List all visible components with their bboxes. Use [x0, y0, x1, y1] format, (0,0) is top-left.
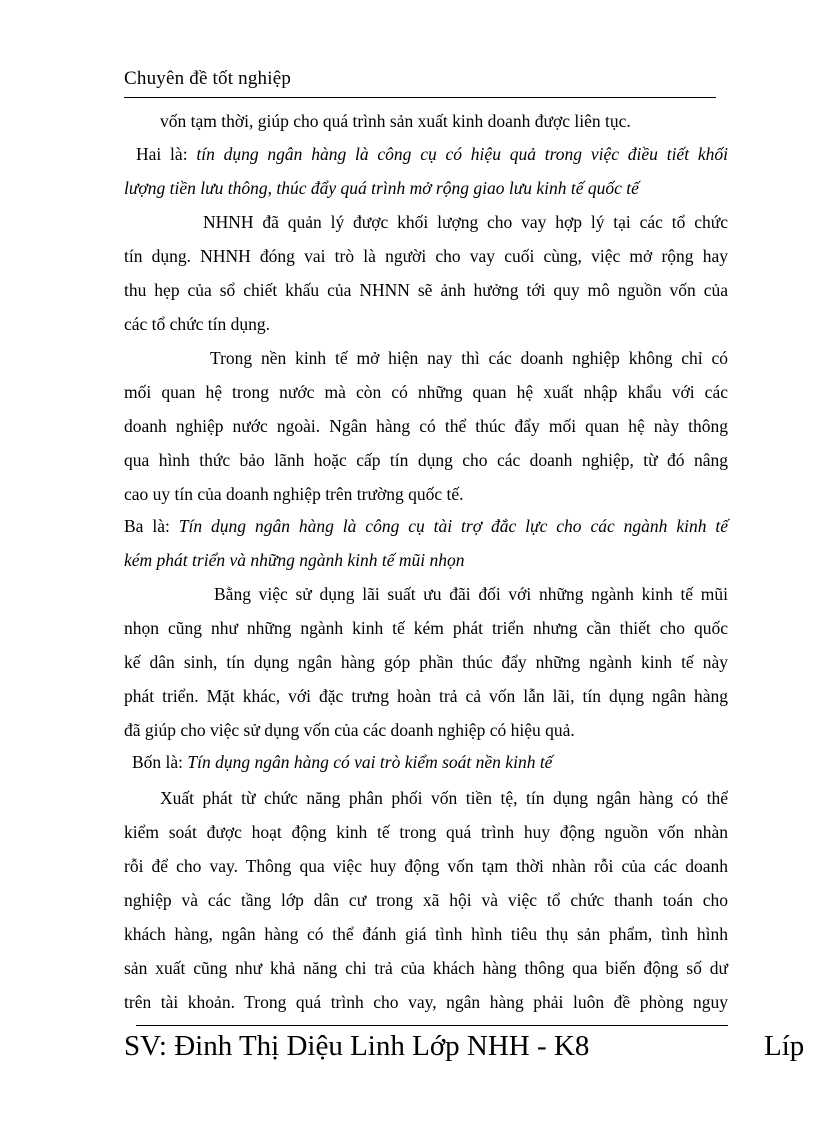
- section-title-continued: kém phát triển và những ngành kinh tế mũi nhọn: [124, 550, 465, 570]
- header-divider: [124, 97, 716, 98]
- body-line: kế dân sinh, tín dụng ngân hàng góp phần thúc đẩy những ngành kinh tế này: [124, 652, 728, 672]
- footer-student-info: SV: Đinh Thị Diệu Linh Lớp NHH - K8: [124, 1030, 590, 1062]
- section-heading-hai: [136, 143, 728, 165]
- section-title: Tín dụng ngân hàng có vai trò kiểm soát nền kinh tế: [187, 752, 553, 772]
- section-label: Hai là:: [136, 144, 197, 164]
- body-line: vốn tạm thời, giúp cho quá trình sản xuất kinh doanh được liên tục.: [160, 111, 631, 131]
- body-line: kiểm soát được hoạt động kinh tế trong quá trình huy động nguồn vốn nhàn: [124, 822, 728, 842]
- body-line: nghiệp và các tầng lớp dân cư trong xã hội và việc tổ chức thanh toán cho: [124, 890, 728, 910]
- section-title: tín dụng ngân hàng là công cụ có hiệu quả trong việc điều tiết khối: [196, 144, 728, 164]
- page-header-title: Chuyên đề tốt nghiệp: [124, 68, 292, 89]
- body-line: Xuất phát từ chức năng phân phối vốn tiền tệ, tín dụng ngân hàng có thể: [160, 788, 728, 808]
- body-line: nhọn cũng như những ngành kinh tế kém phát triển nhưng cần thiết cho quốc: [124, 618, 728, 638]
- body-line: qua hình thức bảo lãnh hoặc cấp tín dụng cho các doanh nghiệp, từ đó nâng: [124, 450, 728, 470]
- footer-class-label: Líp: [764, 1030, 805, 1062]
- body-line: tín dụng. NHNH đóng vai trò là người cho vay cuối cùng, việc mở rộng hay: [124, 246, 728, 266]
- body-line: cao uy tín của doanh nghiệp trên trường quốc tế.: [124, 484, 464, 504]
- section-label: Ba là:: [124, 516, 179, 536]
- body-line: trên tài khoản. Trong quá trình cho vay, ngân hàng phải luôn đề phòng nguy: [124, 992, 728, 1012]
- body-line: doanh nghiệp nước ngoài. Ngân hàng có thể thúc đẩy mối quan hệ này thông: [124, 416, 728, 436]
- section-label: Bốn là:: [132, 752, 188, 772]
- section-heading-ba: [124, 515, 728, 537]
- body-line: thu hẹp của sổ chiết khấu của NHNN sẽ ảnh hưởng tới quy mô nguồn vốn của: [124, 280, 728, 300]
- body-line: phát triển. Mặt khác, với đặc trưng hoàn trả cả vốn lẫn lãi, tín dụng ngân hàng: [124, 686, 728, 706]
- section-heading-bon: [132, 751, 552, 773]
- body-line: Bằng việc sử dụng lãi suất ưu đãi đối với những ngành kinh tế mũi: [214, 584, 728, 604]
- section-title-continued: lượng tiền lưu thông, thúc đẩy quá trình mở rộng giao lưu kinh tế quốc tế: [124, 178, 639, 198]
- body-line: Trong nền kinh tế mở hiện nay thì các doanh nghiệp không chỉ có: [210, 348, 728, 368]
- body-line: mối quan hệ trong nước mà còn có những quan hệ xuất nhập khẩu với các: [124, 382, 728, 402]
- body-line: rỗi để cho vay. Thông qua việc huy động vốn tạm thời nhàn rỗi của các doanh: [124, 856, 728, 876]
- body-line: khách hàng, ngân hàng có thể đánh giá tình hình tiêu thụ sản phẩm, tình hình: [124, 924, 728, 944]
- body-line: sản xuất cũng như khả năng chi trả của khách hàng thông qua biến động số dư: [124, 958, 728, 978]
- body-line: các tổ chức tín dụng.: [124, 314, 271, 334]
- body-line: đã giúp cho việc sử dụng vốn của các doanh nghiệp có hiệu quả.: [124, 720, 575, 740]
- section-title: Tín dụng ngân hàng là công cụ tài trợ đắc lực cho các ngành kinh tế: [178, 516, 728, 536]
- body-line: NHNH đã quản lý được khối lượng cho vay hợp lý tại các tổ chức: [203, 212, 728, 232]
- footer-divider: [136, 1025, 728, 1026]
